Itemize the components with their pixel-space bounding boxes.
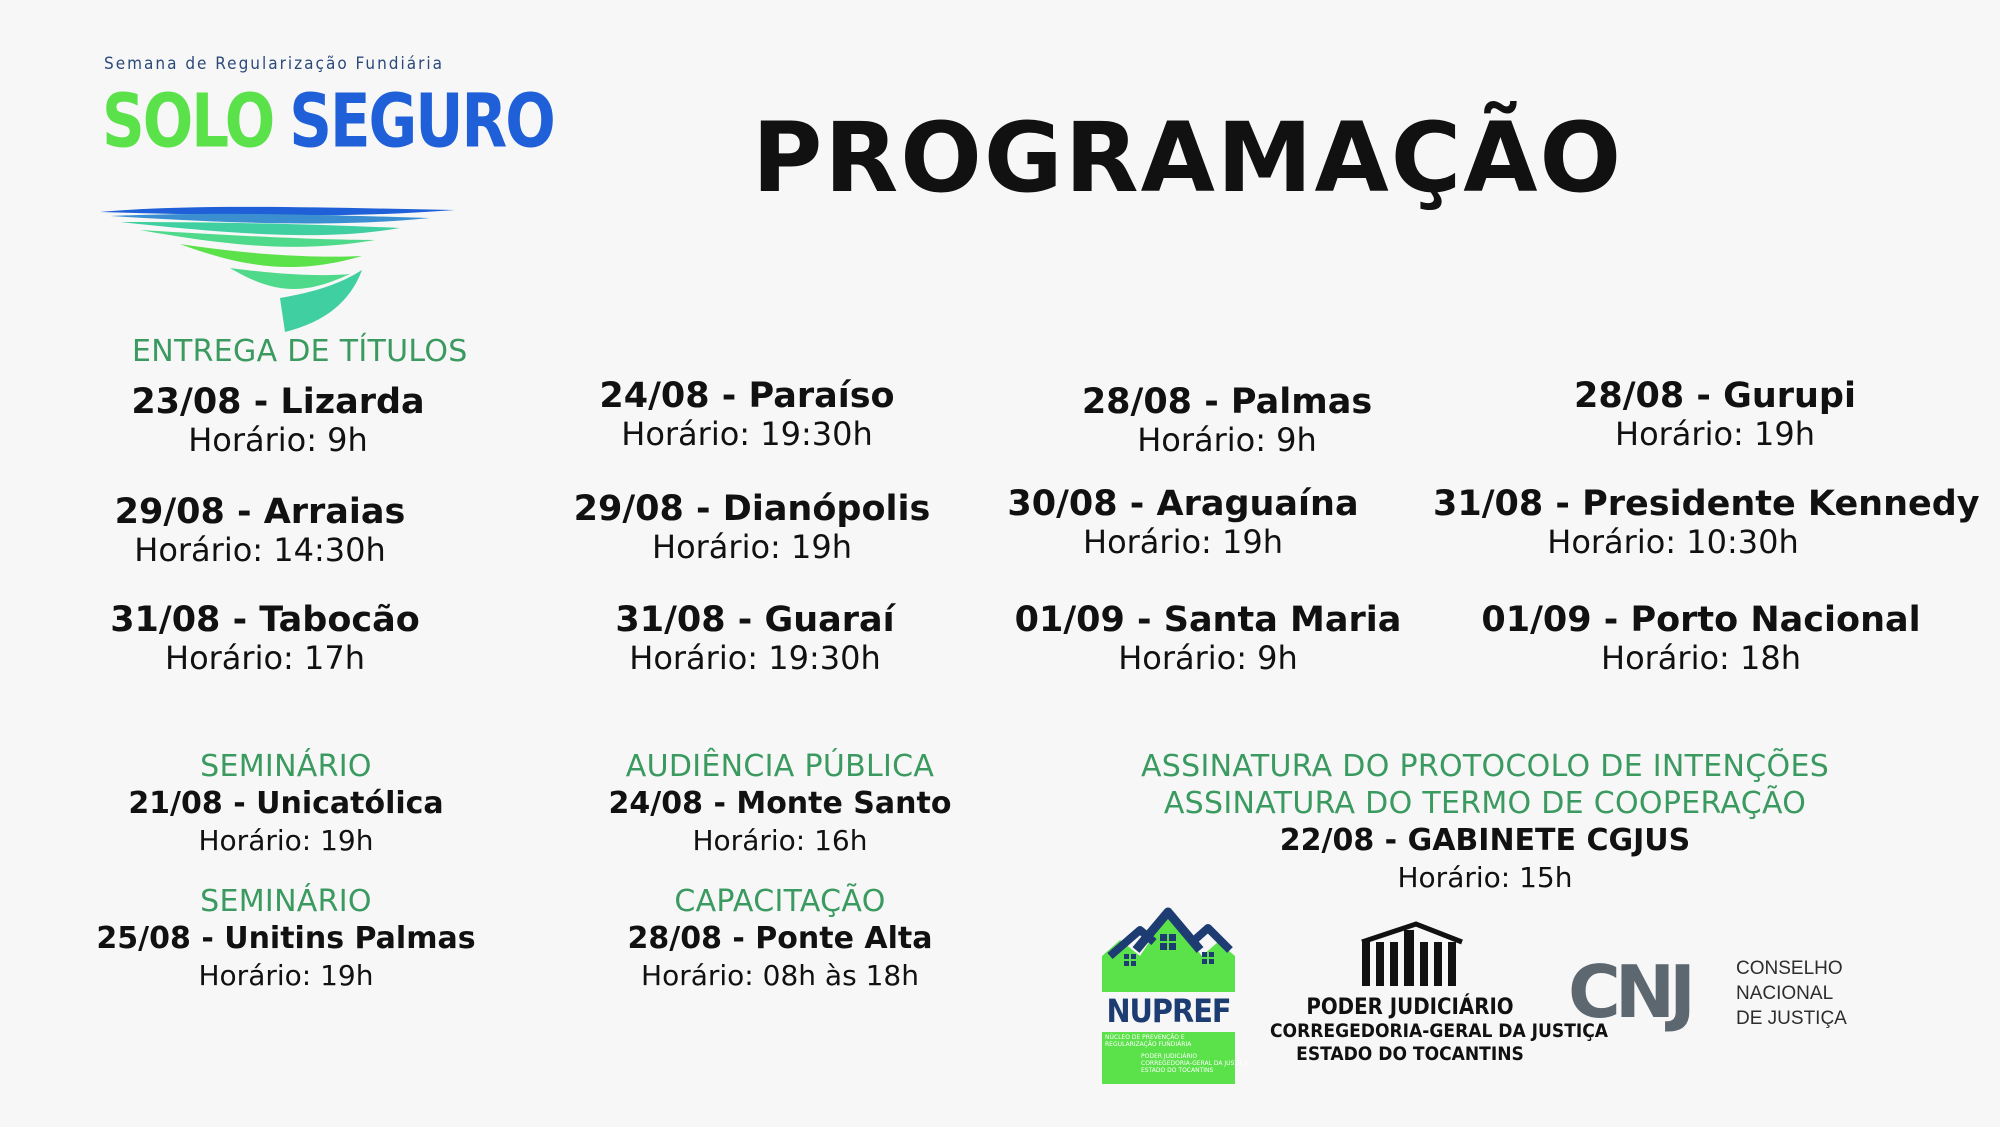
nupref-line-2: REGULARIZAÇÃO FUNDIÁRIA [1105, 1041, 1192, 1048]
seminario-block-2 [86, 883, 486, 994]
nupref-line-3: PODER JUDICIÁRIO [1141, 1053, 1198, 1060]
event-time: Horário: 18h [1601, 639, 1801, 677]
nupref-logo [1102, 904, 1249, 1084]
event-time: Horário: 10:30h [1547, 523, 1799, 561]
event-presidente-kennedy [1433, 484, 1980, 561]
event-lizarda [38, 382, 518, 458]
nupref-line-1: NÚCLEO DE PREVENÇÃO E [1105, 1034, 1185, 1041]
houses-icon [1102, 904, 1235, 994]
assinatura-block [1085, 748, 1885, 896]
event-arraias [20, 492, 500, 568]
seminario-time: Horário: 19h [198, 959, 374, 992]
solo-seguro-logo [100, 52, 554, 282]
cnj-mark-text: CNJ [1568, 950, 1690, 1034]
event-porto-nacional [1461, 600, 1941, 676]
poder-line-3: ESTADO DO TOCANTINS [1296, 1043, 1524, 1065]
page-title: PROGRAMAÇÃO [752, 102, 1624, 214]
capacitacao-title: 28/08 - Ponte Alta [627, 921, 933, 956]
nupref-name: NUPREF [1106, 992, 1231, 1030]
event-time: Horário: 19h [1615, 415, 1815, 453]
cnj-line-1: CONSELHO [1736, 958, 1843, 979]
event-time: Horário: 9h [1118, 639, 1298, 677]
event-time: Horário: 17h [165, 639, 365, 677]
audiencia-heading: AUDIÊNCIA PÚBLICA [625, 749, 935, 784]
event-time: Horário: 19h [1083, 523, 1283, 561]
seminario-title: 21/08 - Unicatólica [128, 786, 444, 821]
event-title: 30/08 - Araguaína [1007, 484, 1359, 524]
audiencia-block [580, 748, 980, 859]
audiencia-time: Horário: 16h [692, 824, 868, 857]
poder-judiciario-logo [1270, 920, 1609, 1070]
assinatura-title: 22/08 - GABINETE CGJUS [1279, 823, 1691, 858]
event-title: 01/09 - Santa Maria [1014, 600, 1402, 640]
logo-word-seguro: SEGURO [289, 78, 554, 165]
event-title: 31/08 - Tabocão [110, 600, 420, 640]
capacitacao-heading: CAPACITAÇÃO [674, 884, 886, 919]
entrega-heading: ENTREGA DE TÍTULOS [132, 334, 468, 369]
courthouse-icon [1358, 920, 1466, 986]
cnj-line-2: NACIONAL [1736, 983, 1834, 1004]
event-palmas [987, 382, 1467, 458]
seminario-heading: SEMINÁRIO [200, 749, 372, 784]
event-araguaina [943, 484, 1423, 560]
seminario-time: Horário: 19h [198, 824, 374, 857]
assinatura-time: Horário: 15h [1397, 861, 1573, 894]
event-time: Horário: 14:30h [134, 531, 386, 569]
cnj-logo [1568, 952, 1868, 1042]
event-santa-maria [968, 600, 1448, 676]
audiencia-title: 24/08 - Monte Santo [608, 786, 952, 821]
event-time: Horário: 19:30h [629, 639, 881, 677]
event-title: 28/08 - Gurupi [1574, 376, 1856, 416]
event-title: 01/09 - Porto Nacional [1481, 600, 1921, 640]
assinatura-heading-2: ASSINATURA DO TERMO DE COOPERAÇÃO [1163, 786, 1807, 821]
logo-word-solo: SOLO [102, 78, 274, 165]
capacitacao-block [580, 883, 980, 994]
event-title: 31/08 - Presidente Kennedy [1433, 484, 1980, 524]
event-time: Horário: 9h [188, 421, 368, 459]
event-time: Horário: 19h [652, 528, 852, 566]
nupref-line-5: ESTADO DO TOCANTINS [1141, 1067, 1214, 1074]
cnj-mark [1568, 952, 1690, 1032]
assinatura-heading-1: ASSINATURA DO PROTOCOLO DE INTENÇÕES [1140, 749, 1830, 784]
nupref-footer [1102, 1032, 1249, 1084]
logo-tagline: Semana de Regularização Fundiária [104, 54, 445, 74]
event-title: 29/08 - Dianópolis [573, 489, 931, 529]
cnj-line-3: DE JUSTIÇA [1736, 1008, 1847, 1029]
event-title: 29/08 - Arraias [114, 492, 406, 532]
event-guarai [515, 600, 995, 676]
event-time: Horário: 9h [1137, 421, 1317, 459]
nupref-line-4: CORREGEDORIA-GERAL DA JUSTIÇA [1141, 1060, 1249, 1067]
event-title: 28/08 - Palmas [1081, 382, 1373, 422]
poder-line-2: CORREGEDORIA-GERAL DA JUSTIÇA [1270, 1020, 1609, 1042]
event-time: Horário: 19:30h [621, 415, 873, 453]
event-paraiso [507, 376, 987, 452]
poder-line-1: PODER JUDICIÁRIO [1306, 995, 1514, 1020]
event-title: 23/08 - Lizarda [131, 382, 425, 422]
event-dianopolis [512, 489, 992, 565]
event-title: 31/08 - Guaraí [615, 600, 895, 640]
seminario-heading: SEMINÁRIO [200, 884, 372, 919]
event-tabocao [25, 600, 505, 676]
fields-stripes-logo [100, 152, 460, 332]
seminario-title: 25/08 - Unitins Palmas [96, 921, 476, 956]
event-title: 24/08 - Paraíso [599, 376, 895, 416]
capacitacao-time: Horário: 08h às 18h [641, 959, 919, 992]
event-gurupi [1475, 376, 1955, 452]
seminario-block-1 [86, 748, 486, 859]
